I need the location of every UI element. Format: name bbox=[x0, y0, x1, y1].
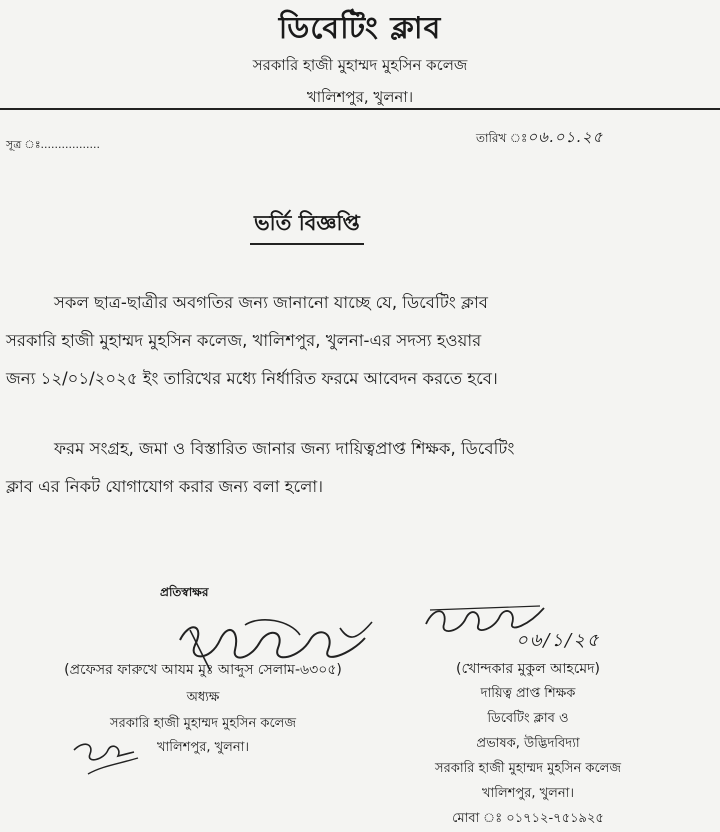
notice-paragraph-1-line-1: সকল ছাত্র-ছাত্রীর অবগতির জন্য জানানো যাচ্ছে যে, ডিবেটিং ক্লাব bbox=[54, 293, 488, 312]
countersign-label: প্রতিস্বাক্ষর bbox=[160, 585, 209, 599]
principal-college: সরকারি হাজী মুহাম্মদ মুহসিন কলেজ bbox=[109, 716, 296, 731]
header-divider bbox=[0, 108, 720, 110]
teacher-name: (খোন্দকার মুকুল আহমেদ) bbox=[456, 661, 600, 677]
teacher-role-3: প্রভাষক, উদ্ভিদবিদ্যা bbox=[476, 736, 580, 751]
principal-role: অধ্যক্ষ bbox=[186, 690, 220, 705]
notice-paragraph-1-line-2: সরকারি হাজী মুহাম্মদ মুহসিন কলেজ, খালিশপুর, খুলনা-এর সদস্য হওয়ার bbox=[6, 331, 482, 350]
club-title: ডিবেটিং ক্লাব bbox=[278, 11, 442, 46]
date-value: ০৬.০১.২৫ bbox=[527, 128, 604, 146]
notice-title: ভর্তি বিজ্ঞপ্তি bbox=[250, 207, 364, 245]
teacher-address: খালিশপুর, খুলনা। bbox=[481, 786, 575, 801]
teacher-sign-date: ০৬/১/২৫ bbox=[516, 630, 601, 651]
notice-paragraph-2-line-1: ফরম সংগ্রহ, জমা ও বিস্তারিত জানার জন্য দায়িত্বপ্রাপ্ত শিক্ষক, ডিবেটিং bbox=[54, 439, 515, 458]
college-address: খালিশপুর, খুলনা। bbox=[306, 88, 414, 106]
principal-name: (প্রফেসর ফারুখে আযম মুঃ আব্দুস সেলাম-৬৩০৫) bbox=[64, 662, 342, 678]
date-label: তারিখ ঃ bbox=[476, 131, 528, 145]
principal-address: খালিশপুর, খুলনা। bbox=[156, 740, 250, 755]
reference-field: সূত্র ঃ................. bbox=[6, 138, 101, 151]
teacher-mobile: মোবা ঃ ০১৭১২-৭৫১৯২৫ bbox=[452, 811, 604, 826]
college-name: সরকারি হাজী মুহাম্মদ মুহসিন কলেজ bbox=[252, 56, 468, 74]
notice-paragraph-1-line-3: জন্য ১২/০১/২০২৫ ইং তারিখের মধ্যে নির্ধারিত ফরমে আবেদন করতে হবে। bbox=[6, 369, 498, 388]
teacher-role-2: ডিবেটিং ক্লাব ও bbox=[487, 711, 569, 726]
date-field bbox=[476, 126, 603, 151]
teacher-role-1: দায়িত্ব প্রাপ্ত শিক্ষক bbox=[480, 686, 576, 701]
teacher-college: সরকারি হাজী মুহাম্মদ মুহসিন কলেজ bbox=[434, 761, 621, 776]
notice-paragraph-2-line-2: ক্লাব এর নিকট যোগাযোগ করার জন্য বলা হলো। bbox=[6, 477, 324, 496]
